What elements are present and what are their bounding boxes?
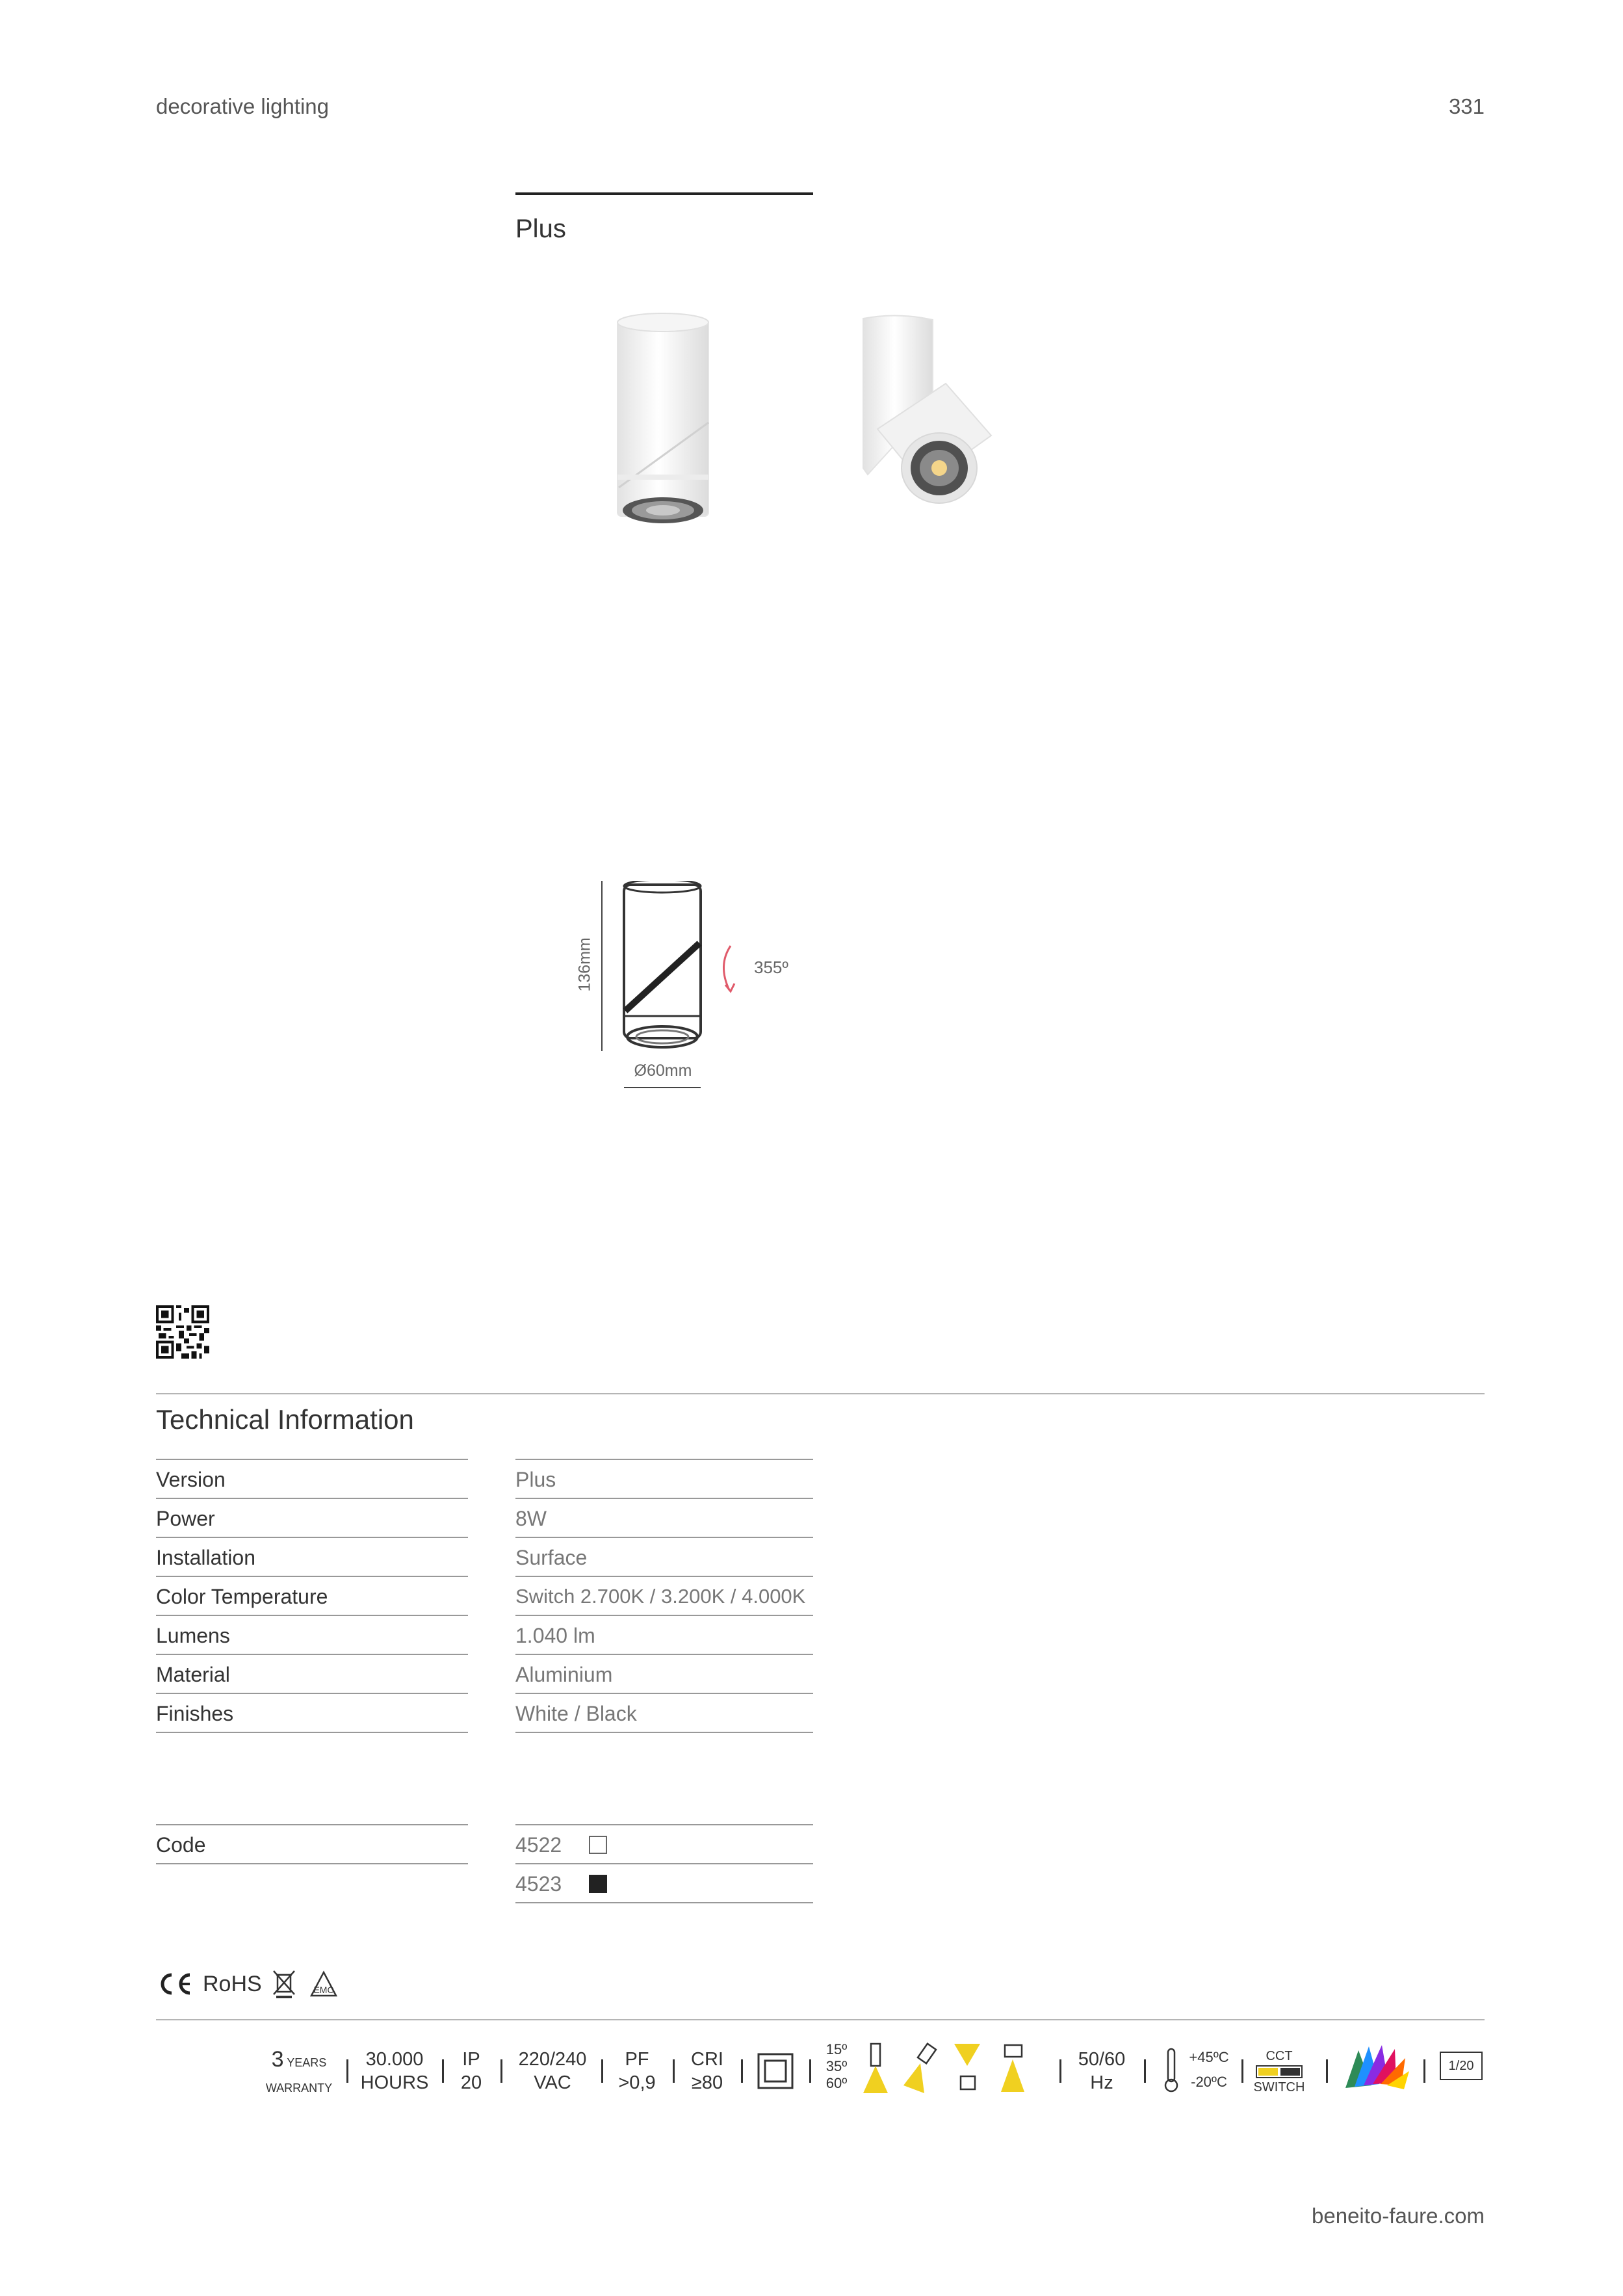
svg-text:EMC: EMC xyxy=(313,1985,334,1995)
section-title: decorative lighting xyxy=(156,94,329,118)
beam-direction-icons xyxy=(857,2040,1045,2094)
code-label-block xyxy=(156,1824,468,1864)
code-row-white: 4522 xyxy=(515,1825,813,1864)
spec-row-installation: Installation xyxy=(156,1538,468,1577)
finish-black-swatch xyxy=(589,1875,607,1893)
spec-labels xyxy=(156,1459,468,1734)
separator xyxy=(741,2059,743,2083)
voltage: 220/240 VAC xyxy=(518,2049,587,2093)
page-number: 331 xyxy=(1448,94,1485,118)
rohs-label: RoHS xyxy=(203,1971,262,1996)
separator xyxy=(442,2059,444,2083)
finish-white-swatch xyxy=(589,1836,607,1854)
spec-value-material: Aluminium xyxy=(515,1655,813,1694)
cct-switch: CCT SWITCH xyxy=(1253,2049,1305,2094)
code-list xyxy=(515,1824,813,1903)
spec-row-version: Version xyxy=(156,1460,468,1499)
spotlight-down-icon xyxy=(863,2044,888,2093)
spec-value-version: Plus xyxy=(515,1460,813,1499)
separator xyxy=(1326,2059,1328,2083)
spec-row-lumens: Lumens xyxy=(156,1616,468,1655)
emc-mark-icon xyxy=(306,1970,341,1998)
spec-value-lumens: 1.040 lm xyxy=(515,1616,813,1655)
frequency: 50/60 Hz xyxy=(1078,2049,1126,2093)
title-rule xyxy=(515,192,813,195)
separator xyxy=(809,2059,811,2083)
ip-rating: IP 20 xyxy=(460,2049,482,2093)
product-photo-straight xyxy=(617,313,708,523)
spec-row-power: Power xyxy=(156,1499,468,1538)
product-photos xyxy=(604,312,1020,533)
separator xyxy=(1241,2059,1243,2083)
code-label-row: Code xyxy=(156,1825,468,1864)
cri: CRI ≥80 xyxy=(691,2049,723,2093)
lifetime-hours: 30.000 HOURS xyxy=(360,2049,429,2093)
certifications-rule xyxy=(156,2019,1485,2020)
thermometer-icon xyxy=(1163,2048,1179,2093)
drawing-diameter: Ø60mm xyxy=(634,1062,692,1080)
class-ii-insulation-icon xyxy=(757,2053,794,2089)
product-photo-tilted xyxy=(863,315,991,503)
spec-value-power: 8W xyxy=(515,1499,813,1538)
spec-row-finishes: Finishes xyxy=(156,1694,468,1733)
temperature-range: +45ºC -20ºC xyxy=(1189,2049,1229,2090)
packaging-ratio: 1/20 xyxy=(1440,2052,1483,2080)
separator xyxy=(346,2059,348,2083)
drawing-height: 136mm xyxy=(575,937,594,992)
beam-angles: 15º 35º 60º xyxy=(825,2041,848,2091)
spotlight-tilt-icon xyxy=(903,2044,936,2093)
separator xyxy=(601,2059,603,2083)
power-factor: PF >0,9 xyxy=(618,2049,656,2093)
separator xyxy=(1144,2059,1146,2083)
website-link[interactable]: beneito-faure.com xyxy=(1312,2204,1485,2228)
warranty-badge: 3 YEARS WARRANTY xyxy=(265,2047,333,2094)
product-title: Plus xyxy=(515,215,566,243)
switch-icon xyxy=(1256,2065,1303,2078)
code-row-black: 4523 xyxy=(515,1864,813,1903)
certifications xyxy=(156,1968,341,2000)
weee-bin-icon xyxy=(271,1968,297,2000)
separator xyxy=(1423,2059,1425,2083)
spec-value-installation: Surface xyxy=(515,1538,813,1577)
separator xyxy=(673,2059,675,2083)
separator xyxy=(500,2059,502,2083)
spec-row-color-temperature: Color Temperature xyxy=(156,1577,468,1616)
technical-title: Technical Information xyxy=(156,1404,414,1435)
separator xyxy=(1059,2059,1061,2083)
spec-value-color-temperature: Switch 2.700K / 3.200K / 4.000K xyxy=(515,1577,813,1616)
color-fan-icon xyxy=(1339,2042,1410,2094)
drawing-lines xyxy=(575,881,812,1095)
ce-mark-icon xyxy=(156,1971,194,1997)
spec-row-material: Material xyxy=(156,1655,468,1694)
qr-code[interactable] xyxy=(156,1305,209,1359)
wall-uplight-icon xyxy=(954,2044,980,2089)
technical-rule xyxy=(156,1393,1485,1394)
spec-value-finishes: White / Black xyxy=(515,1694,813,1733)
wall-downlight-icon xyxy=(1001,2045,1024,2092)
spec-values xyxy=(515,1459,813,1734)
technical-drawing xyxy=(575,881,812,1095)
drawing-rotation: 355º xyxy=(754,958,788,977)
